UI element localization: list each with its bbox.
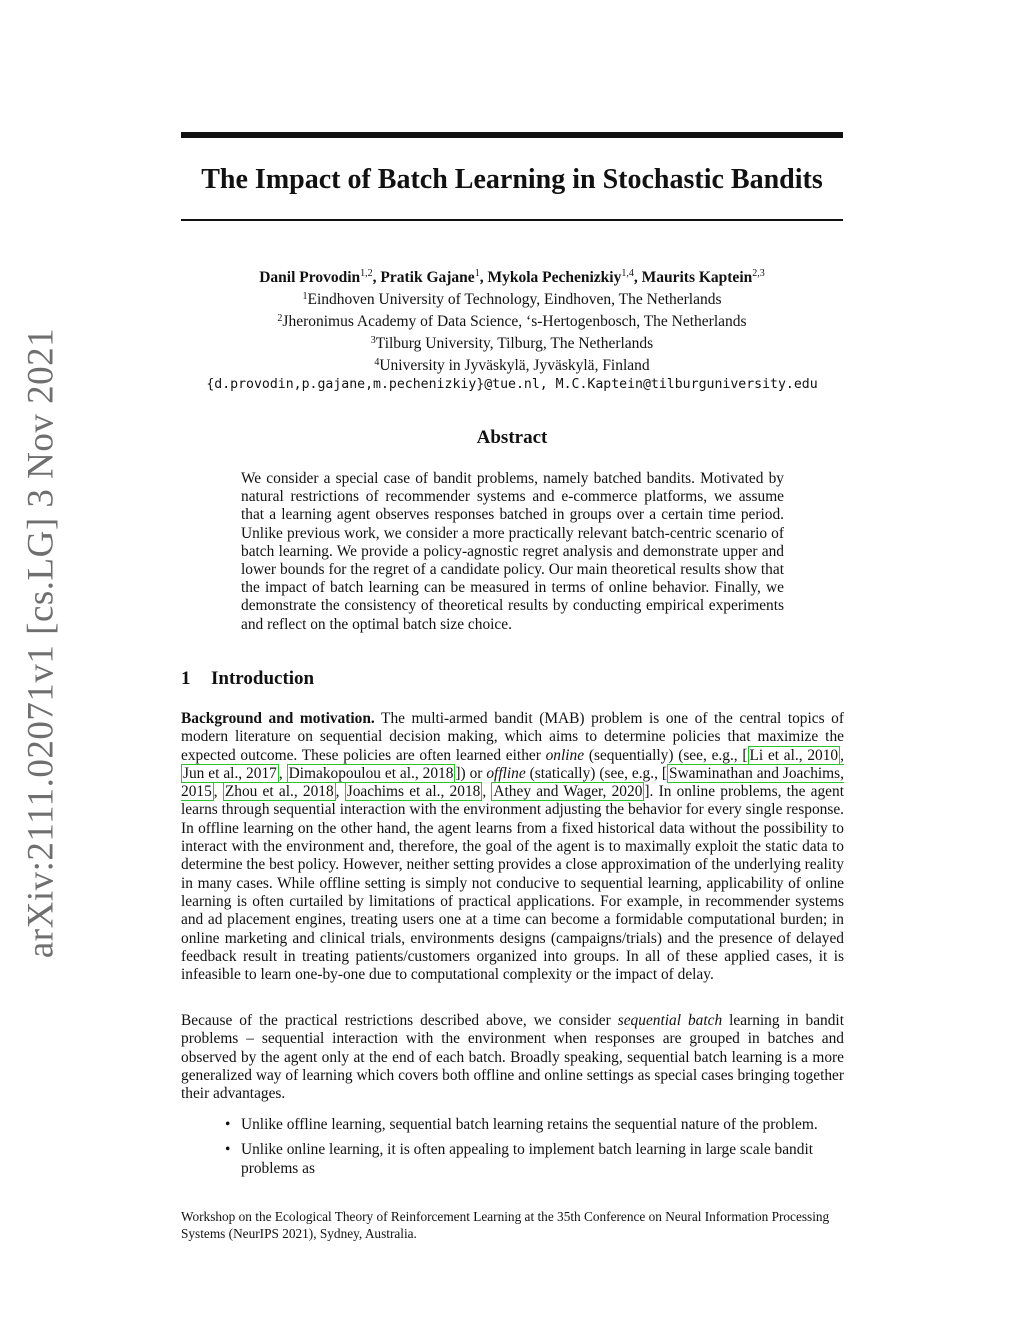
author-name: Maurits Kaptein bbox=[641, 269, 753, 287]
section-number: 1 bbox=[181, 668, 191, 689]
citation-link[interactable]: Li et al., 2010 bbox=[749, 746, 839, 764]
citation-link[interactable]: Swaminathan and Joachims, 2015 bbox=[181, 764, 844, 801]
bullet-dot-icon: • bbox=[225, 1116, 231, 1133]
author-separator: , bbox=[372, 269, 381, 287]
affiliation-mark: 1 bbox=[302, 291, 308, 303]
author-emails: {d.provodin,p.gajane,m.pechenizkiy}@tue.nl, M.C.Kaptein@tilburguniversity.edu bbox=[206, 377, 818, 393]
author-separator: , bbox=[633, 269, 642, 287]
affiliation-text: Tilburg University, Tilburg, The Netherlands bbox=[375, 335, 654, 353]
affiliation-text: University in Jyväskylä, Jyväskylä, Finland bbox=[379, 357, 650, 375]
introduction-paragraph bbox=[181, 1012, 844, 1103]
affiliation-mark: 2 bbox=[277, 313, 283, 325]
affiliation bbox=[150, 331, 874, 353]
affiliation bbox=[150, 287, 874, 309]
affiliation bbox=[150, 309, 874, 331]
affiliation bbox=[150, 353, 874, 375]
author-list bbox=[150, 264, 874, 287]
title-rule-bottom bbox=[181, 219, 843, 221]
abstract-text: We consider a special case of bandit problems, namely batched bandits. Motivated by natural restrictions of recommender systems and e-commerce platforms, we assume that a learning agent observes responses batched in groups over a certain time period. Unlike previous work, we consider a more practically relevant batch-centric scenario of batch learning. We provide a policy-agnostic regret analysis and demonstrate upper and lower bounds for the regret of a candidate policy. Our main theoretical results show that the impact of batch learning can be measured in terms of online behavior. Finally, we demonstrate the consistency of theoretical results by conducting empirical experiments and reflect on the optimal batch size choice. bbox=[241, 470, 784, 633]
arxiv-identifier: arXiv:2111.02071v1 [cs.LG] 3 Nov 2021 bbox=[20, 327, 62, 959]
author-separator: , bbox=[479, 269, 488, 287]
paragraph-text: learning in bandit problems – sequential interaction with the environment when responses are grouped in batches and observed by the agent only at the end of each batch. Broadly speaking, sequential batch learning is a more generalized way of learning which covers both offline and online settings as special cases bringing together their advantages. bbox=[181, 1012, 844, 1103]
paragraph-text: The multi-armed bandit (MAB) problem is one of the central topics of modern literature on sequential decision making, which aims to determine policies that maximize the expected outcome. These policies are often learned either bbox=[181, 710, 844, 764]
emphasis-sequential-batch: sequential batch bbox=[617, 1012, 723, 1029]
introduction-paragraph: Background and motivation. The multi-armed bandit (MAB) problem is one of the central topics of modern literature on sequential decision making, which aims to determine policies that maximize the expected outcome. These policies are often learned either online (sequentially) (see, e.g., [ Li et al., 2010 , Jun et al., 2017 , Dimakopoulou et al., 2018 ]) or offline (statically) (see, e.g., [ Swaminathan and Joachims, 2015 , Zhou et al., 2018 , Joachims et al., 2018 , Athey and Wager, 2020 ]. In online problems, the agent learns through sequential interaction with the environment adjusting the behavior for every single response. In offline learning on the other hand, the agent learns from a fixed historical data without the possibility to interact with the environment and, therefore, the goal of the agent is to maximally exploit the static data to determine the best policy. However, neither setting provides a close approximation of the underlying reality in many cases. While offline setting is simply not conducive to sequential learning, applicability of online learning is often curtailed by limitations of practical applications. For example, in recommender systems and ad placement engines, treating users one at a time can become a formidable computational burden; in online marketing and clinical trials, environments designs (campaigns/trials) and the presence of delayed feedback result in treating patients/customers organized into groups. In all of these applied cases, it is infeasible to learn one-by-one due to computational complexity or the impact of delay. bbox=[181, 710, 844, 984]
paragraph-lead: Background and motivation. bbox=[181, 710, 375, 727]
bullet-item bbox=[222, 1116, 844, 1134]
bullet-text: Unlike offline learning, sequential batch learning retains the sequential nature of the problem. bbox=[241, 1116, 818, 1133]
abstract-heading: Abstract bbox=[476, 427, 548, 448]
citation-link[interactable]: Zhou et al., 2018 bbox=[224, 783, 334, 801]
author-affiliation-mark: 1 bbox=[474, 268, 480, 279]
affiliation-mark: 3 bbox=[370, 335, 376, 347]
bullet-dot-icon: • bbox=[225, 1141, 231, 1159]
bullet-item bbox=[222, 1141, 844, 1178]
author-name: Mykola Pechenizkiy bbox=[487, 269, 622, 287]
paragraph-text: (statically) (see, e.g., [ bbox=[525, 764, 667, 782]
affiliation-mark: 4 bbox=[374, 357, 380, 369]
arxiv-side-stamp bbox=[0, 0, 62, 1325]
affiliation-text: Jheronimus Academy of Data Science, ‘s-Hertogenbosch, The Netherlands bbox=[282, 313, 747, 331]
citation-link[interactable]: Dimakopoulou et al., 2018 bbox=[288, 764, 454, 782]
emphasis-online: online bbox=[545, 746, 585, 764]
venue-footnote: Workshop on the Ecological Theory of Reinforcement Learning at the 35th Conference on Neural Information Processing Systems (NeurIPS 2021), Sydney, Australia. bbox=[181, 1209, 830, 1241]
author-name: Danil Provodin bbox=[259, 269, 361, 287]
paragraph-text: (sequentially) (see, e.g., [ bbox=[584, 746, 748, 764]
paragraph-text: ]) or bbox=[455, 764, 487, 782]
emphasis-offline: offline bbox=[486, 764, 526, 782]
bullet-text: Unlike online learning, it is often appealing to implement batch learning in large scale bandit problems as bbox=[241, 1141, 813, 1177]
citation-link[interactable]: Joachims et al., 2018 bbox=[346, 783, 481, 801]
author-name: Pratik Gajane bbox=[380, 269, 475, 287]
paragraph-text: ]. In online problems, the agent learns through sequential interaction with the environment adjusting the behavior for every single response. In offline learning on the other hand, the agent learns from a fixed historical data without the possibility to interact with the environment and, therefore, the goal of the agent is to maximally exploit the static data to determine the best policy. However, neither setting provides a close approximation of the underlying reality in many cases. While offline setting is simply not conducive to sequential learning, applicability of online learning is often curtailed by limitations of practical applications. For example, in recommender systems and ad placement engines, treating users one at a time can become a formidable computational burden; in online marketing and clinical trials, environments designs (campaigns/trials) and the presence of delayed feedback result in treating patients/customers organized into groups. In all of these applied cases, it is infeasible to learn one-by-one due to computational complexity or the impact of delay. bbox=[181, 783, 844, 984]
author-affiliation-mark: 2,3 bbox=[752, 268, 765, 279]
author-affiliation-mark: 1,2 bbox=[360, 268, 373, 279]
author-block bbox=[150, 264, 874, 394]
section-title: Introduction bbox=[211, 668, 315, 689]
affiliation-text: Eindhoven University of Technology, Eindhoven, The Netherlands bbox=[307, 291, 722, 309]
citation-link[interactable]: Jun et al., 2017 bbox=[183, 764, 277, 782]
title-rule-top bbox=[181, 132, 843, 138]
paper-title: The Impact of Batch Learning in Stochastic Bandits bbox=[201, 164, 823, 195]
paragraph-text: Because of the practical restrictions described above, we consider bbox=[181, 1012, 618, 1029]
bullet-list bbox=[222, 1116, 844, 1185]
section-heading bbox=[181, 668, 314, 690]
citation-link[interactable]: Athey and Wager, 2020 bbox=[493, 783, 643, 801]
author-affiliation-mark: 1,4 bbox=[621, 268, 634, 279]
